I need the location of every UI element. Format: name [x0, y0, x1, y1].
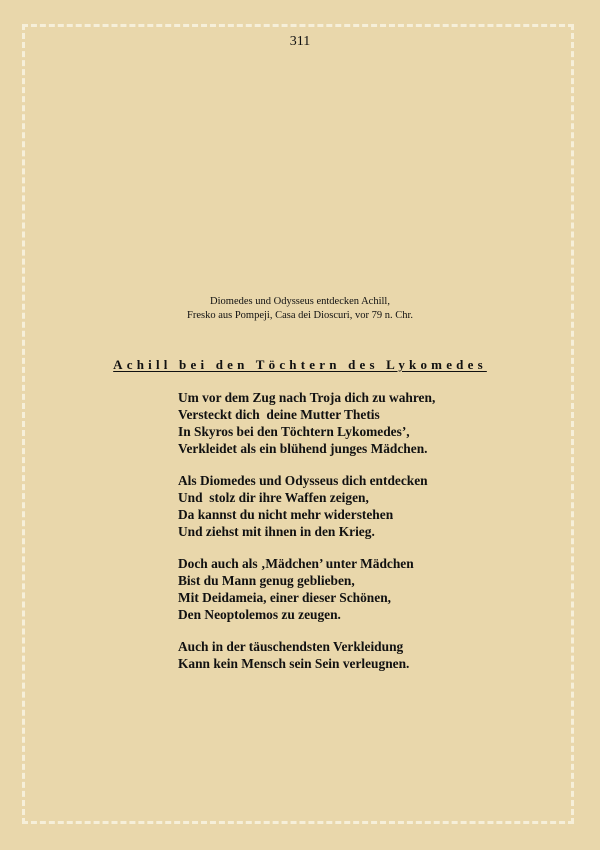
image-caption	[0, 295, 600, 323]
poem-line: Doch auch als ‚Mädchen’ unter Mädchen	[178, 556, 414, 571]
caption-line-2: Fresko aus Pompeji, Casa dei Dioscuri, vor 79 n. Chr.	[186, 310, 414, 321]
poem-line: Den Neoptolemos zu zeugen.	[178, 607, 341, 622]
poem-line: Mit Deidameia, einer dieser Schönen,	[178, 590, 391, 605]
poem-line: In Skyros bei den Töchtern Lykomedes’,	[178, 424, 410, 439]
stanza-1	[178, 389, 558, 457]
poem-line: Bist du Mann genug geblieben,	[178, 573, 355, 588]
page-number: 311	[289, 34, 311, 49]
poem-line: Verkleidet als ein blühend junges Mädchen.	[178, 441, 428, 456]
poem-line: Als Diomedes und Odysseus dich entdecken	[178, 473, 428, 488]
poem-line: Um vor dem Zug nach Troja dich zu wahren,	[178, 390, 436, 405]
poem-line: Auch in der täuschendsten Verkleidung	[178, 639, 404, 654]
poem-line: Und stolz dir ihre Waffen zeigen,	[178, 490, 369, 505]
caption-line-1: Diomedes und Odysseus entdecken Achill,	[210, 296, 390, 307]
poem-body	[178, 389, 558, 687]
poem-title	[0, 357, 600, 373]
poem-line: Versteckt dich deine Mutter Thetis	[178, 407, 380, 422]
stanza-4	[178, 638, 558, 672]
poem-line: Und ziehst mit ihnen in den Krieg.	[178, 524, 375, 539]
poem-title-text: Achill bei den Töchtern des Lykomedes	[113, 357, 487, 372]
poem-line: Kann kein Mensch sein Sein verleugnen.	[178, 656, 410, 671]
stanza-3	[178, 555, 558, 623]
stanza-2	[178, 472, 558, 540]
poem-line: Da kannst du nicht mehr widerstehen	[178, 507, 394, 522]
